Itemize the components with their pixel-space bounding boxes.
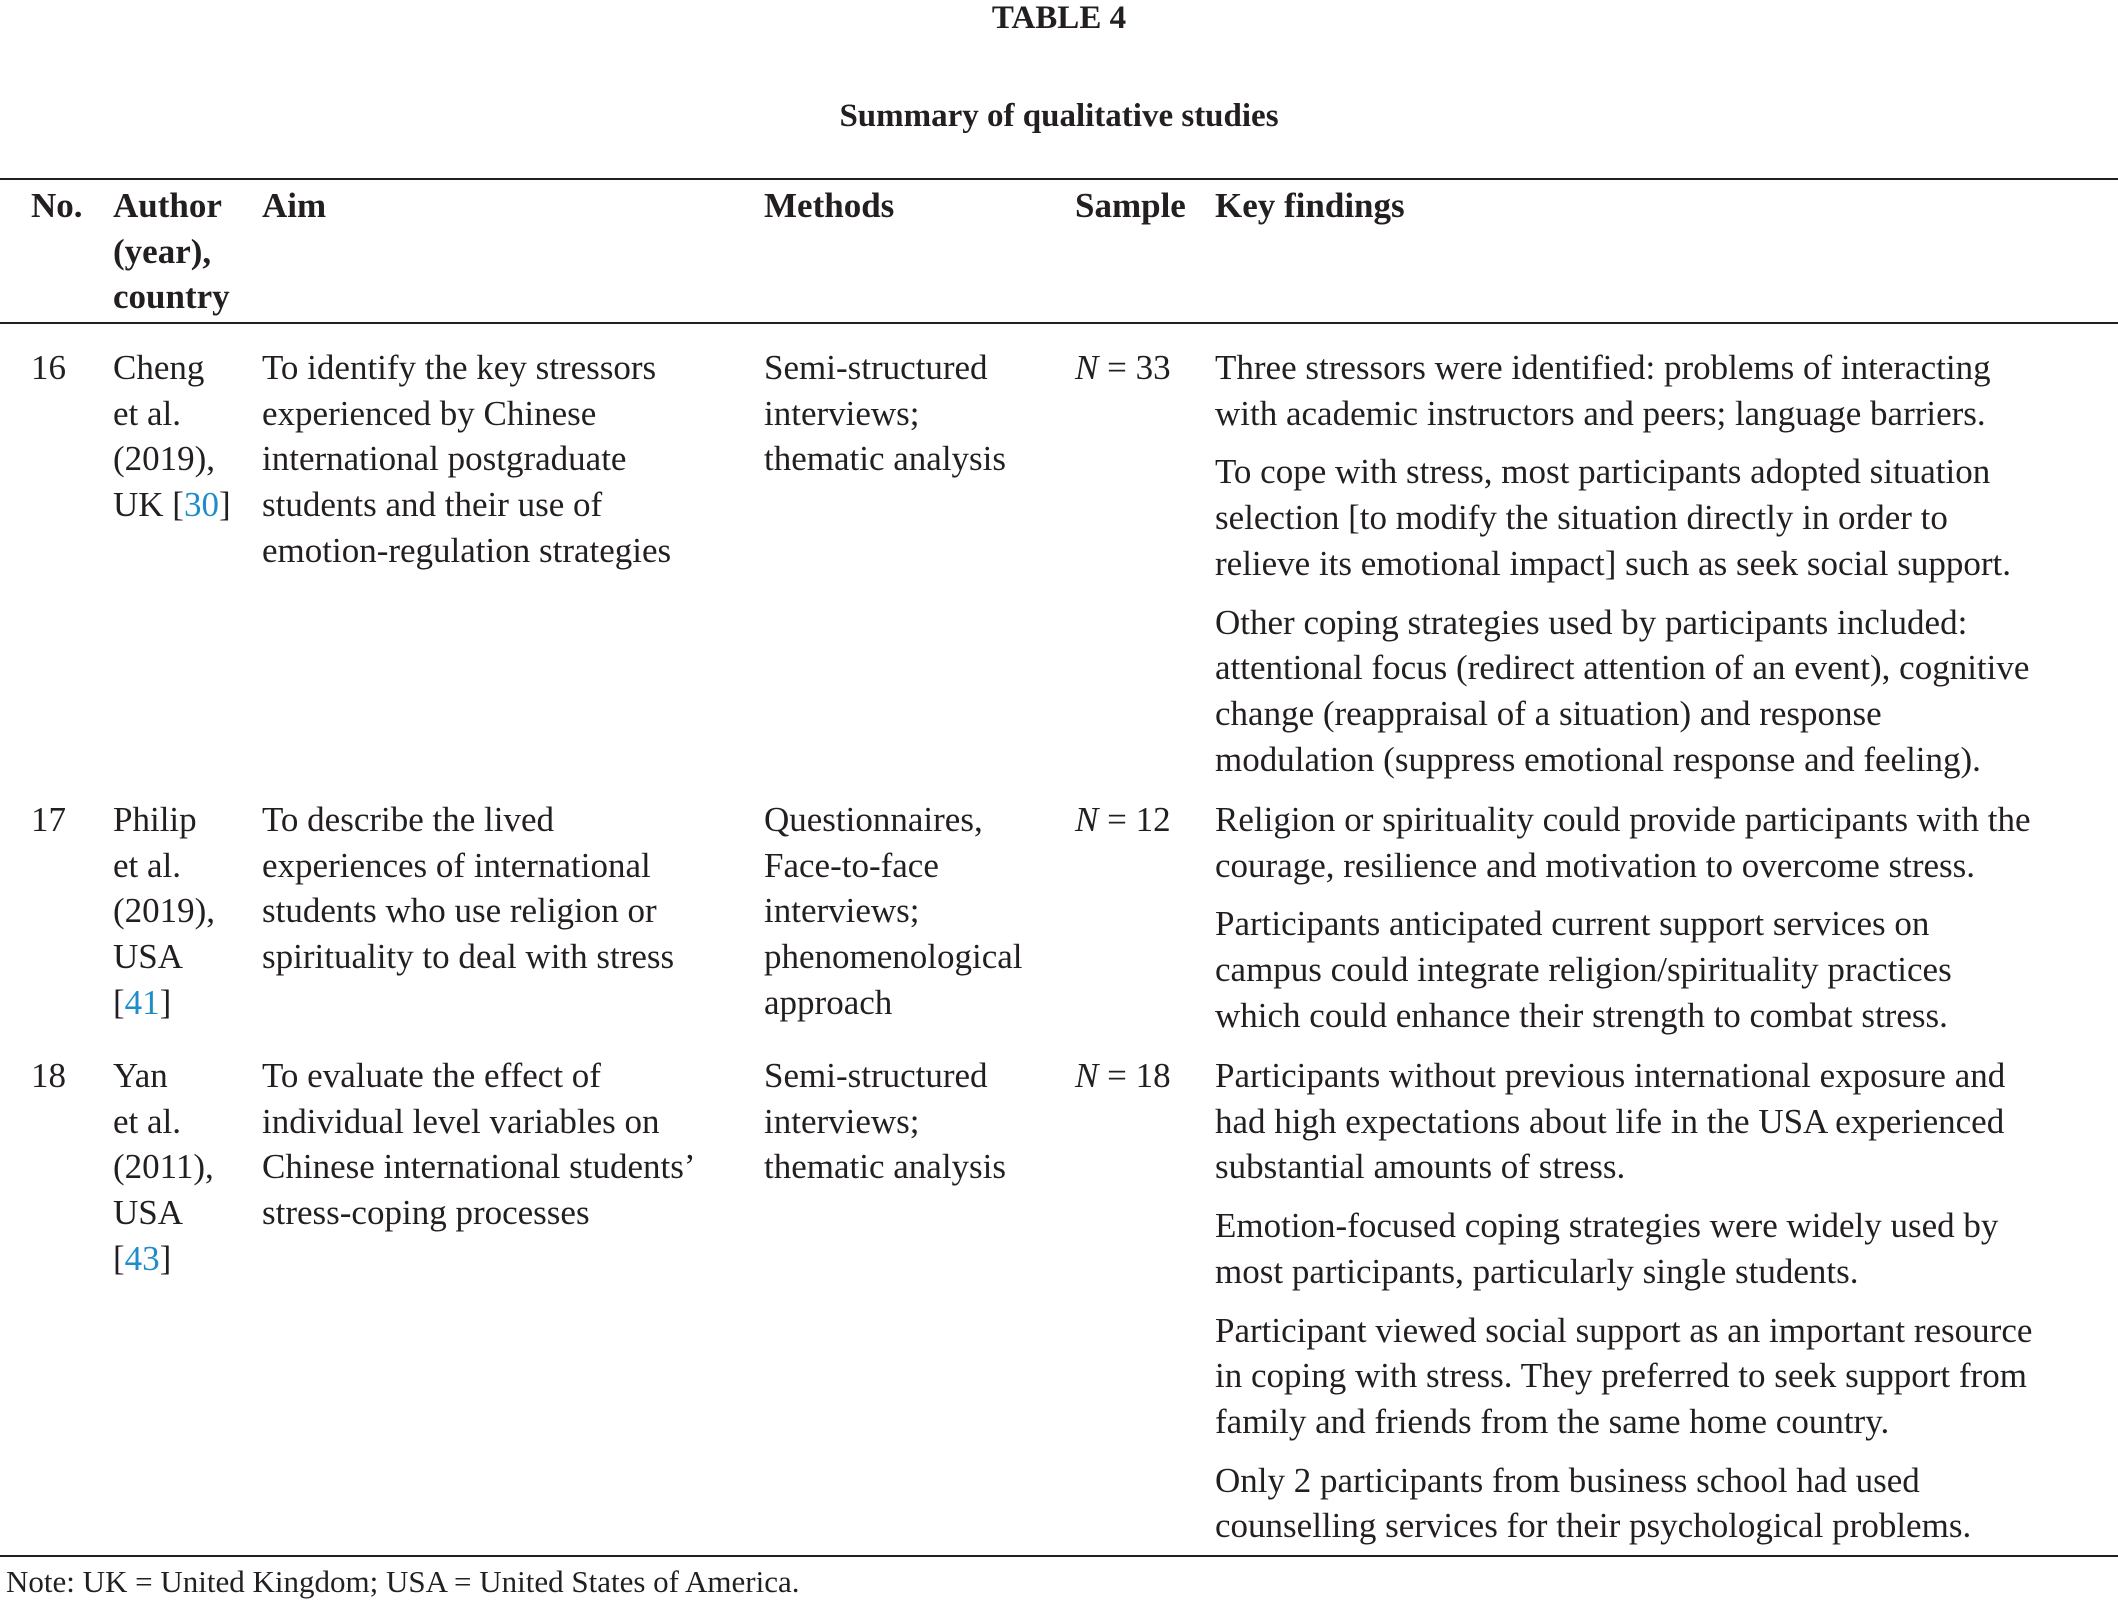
- author-line: [113, 482, 231, 528]
- header-aim: Aim: [262, 186, 327, 225]
- finding-line: family and friends from the same home country.: [1215, 1401, 1890, 1441]
- finding: [1215, 449, 2029, 586]
- row-18-author: [113, 1053, 214, 1282]
- finding-line: change (reappraisal of a situation) and response: [1215, 693, 1882, 733]
- methods-line: Semi-structured: [764, 1056, 988, 1095]
- aim-line: emotion-regulation strategies: [262, 530, 672, 570]
- methods-line: thematic analysis: [764, 1147, 1007, 1187]
- finding-line: Participants without previous international exposure and: [1215, 1056, 2006, 1095]
- row-18-aim: [262, 1053, 696, 1236]
- header-author: [113, 183, 230, 320]
- author-ref-prefix: [: [113, 1238, 125, 1278]
- author-line: Philip: [113, 800, 197, 839]
- author-line: USA: [113, 937, 184, 977]
- aim-line: To identify the key stressors: [262, 348, 657, 387]
- methods-line: thematic analysis: [764, 439, 1007, 479]
- row-17-methods: [764, 797, 1023, 1026]
- row-17-findings: [1215, 797, 2031, 1039]
- bottom-rule: [0, 1555, 2118, 1557]
- aim-line: students who use religion or: [262, 891, 657, 931]
- author-line: et al.: [113, 845, 182, 885]
- methods-line: approach: [764, 982, 893, 1022]
- author-line: et al.: [113, 1101, 182, 1141]
- row-18-findings: [1215, 1053, 2032, 1549]
- reference-link[interactable]: 43: [124, 1238, 160, 1278]
- finding-line: Only 2 participants from business school had used: [1215, 1460, 1920, 1500]
- methods-line: interviews;: [764, 1101, 920, 1141]
- finding: [1215, 1458, 2032, 1549]
- aim-line: To evaluate the effect of: [262, 1056, 601, 1095]
- aim-line: students and their use of: [262, 485, 603, 525]
- finding: [1215, 797, 2031, 888]
- finding-line: attentional focus (redirect attention of an event), cognitive: [1215, 648, 2030, 688]
- row-17-no: 17: [31, 800, 66, 839]
- finding: [1215, 1053, 2032, 1190]
- header-no: No.: [31, 186, 83, 225]
- sample-value: = 33: [1098, 348, 1171, 387]
- finding-line: most participants, particularly single students.: [1215, 1251, 1859, 1291]
- finding-line: with academic instructors and peers; language barriers.: [1215, 393, 1986, 433]
- aim-line: individual level variables on: [262, 1101, 660, 1141]
- sample-value: = 18: [1098, 1056, 1171, 1095]
- author-line: (2011),: [113, 1147, 214, 1187]
- finding-line: campus could integrate religion/spirituality practices: [1215, 950, 1952, 990]
- sample-n: N: [1075, 1056, 1099, 1095]
- header-findings: Key findings: [1215, 186, 1405, 225]
- author-line: [113, 980, 215, 1026]
- finding-line: which could enhance their strength to combat stress.: [1215, 995, 1948, 1035]
- aim-line: experiences of international: [262, 845, 651, 885]
- row-16-no: 16: [31, 348, 66, 387]
- author-line: (2019),: [113, 891, 216, 931]
- finding-line: selection [to modify the situation directly in order to: [1215, 498, 1948, 538]
- author-line: Yan: [113, 1056, 168, 1095]
- top-rule: [0, 178, 2118, 180]
- finding-line: modulation (suppress emotional response and feeling).: [1215, 739, 1981, 779]
- aim-line: experienced by Chinese: [262, 393, 597, 433]
- table-note: Note: UK = United Kingdom; USA = United States of America.: [6, 1564, 800, 1599]
- finding-line: relieve its emotional impact] such as seek social support.: [1215, 543, 2012, 583]
- aim-line: spirituality to deal with stress: [262, 937, 675, 977]
- row-16-methods: [764, 345, 1006, 482]
- finding: [1215, 600, 2029, 783]
- header-author-line: (year),: [113, 231, 212, 271]
- finding: [1215, 1308, 2032, 1445]
- sample-value: = 12: [1098, 800, 1171, 839]
- sample-n: N: [1075, 800, 1099, 839]
- finding-line: courage, resilience and motivation to overcome stress.: [1215, 845, 1976, 885]
- header-rule: [0, 322, 2118, 324]
- author-line: et al.: [113, 393, 182, 433]
- header-methods: Methods: [764, 186, 895, 225]
- row-16-sample: [1075, 345, 1171, 391]
- finding-line: To cope with stress, most participants adopted situation: [1215, 452, 1991, 492]
- author-line: (2019),: [113, 439, 216, 479]
- row-16-findings: [1215, 345, 2029, 782]
- methods-line: Semi-structured: [764, 348, 988, 387]
- author-line: Cheng: [113, 348, 205, 387]
- header-author-line: Author: [113, 186, 222, 225]
- aim-line: Chinese international students’: [262, 1147, 696, 1187]
- methods-line: interviews;: [764, 891, 920, 931]
- header-author-line: country: [113, 277, 230, 317]
- finding-line: Three stressors were identified: problems of interacting: [1215, 348, 1991, 387]
- aim-line: stress-coping processes: [262, 1193, 590, 1233]
- finding-line: Other coping strategies used by participants included:: [1215, 602, 1968, 642]
- author-ref-suffix: ]: [218, 485, 231, 525]
- finding-line: had high expectations about life in the USA experienced: [1215, 1101, 2005, 1141]
- author-ref-suffix: ]: [159, 1238, 172, 1278]
- row-18-methods: [764, 1053, 1006, 1190]
- finding: [1215, 345, 2029, 436]
- row-16-author: [113, 345, 231, 528]
- row-17-aim: [262, 797, 674, 980]
- methods-line: Questionnaires,: [764, 800, 983, 839]
- finding-line: counselling services for their psychological problems.: [1215, 1506, 1972, 1546]
- table-caption: Summary of qualitative studies: [839, 98, 1279, 134]
- reference-link[interactable]: 41: [124, 982, 160, 1022]
- finding-line: Religion or spirituality could provide participants with the: [1215, 800, 2031, 839]
- author-ref-prefix: UK [: [113, 485, 184, 525]
- author-ref-suffix: ]: [159, 982, 172, 1022]
- table-label: TABLE 4: [991, 0, 1127, 36]
- methods-line: Face-to-face: [764, 845, 939, 885]
- reference-link[interactable]: 30: [183, 485, 219, 525]
- methods-line: interviews;: [764, 393, 920, 433]
- row-18-no: 18: [31, 1056, 66, 1095]
- finding-line: Participant viewed social support as an important resource: [1215, 1310, 2033, 1350]
- finding-line: Participants anticipated current support services on: [1215, 904, 1930, 944]
- row-17-author: [113, 797, 215, 1026]
- aim-line: international postgraduate: [262, 439, 627, 479]
- finding: [1215, 1203, 2032, 1294]
- finding-line: in coping with stress. They preferred to seek support from: [1215, 1356, 2027, 1396]
- row-18-sample: [1075, 1053, 1171, 1099]
- row-16-aim: [262, 345, 671, 574]
- methods-line: phenomenological: [764, 937, 1023, 977]
- header-sample: Sample: [1075, 186, 1186, 225]
- finding: [1215, 901, 2031, 1038]
- author-line: USA: [113, 1193, 184, 1233]
- author-ref-prefix: [: [113, 982, 125, 1022]
- aim-line: To describe the lived: [262, 800, 555, 839]
- author-line: [113, 1236, 214, 1282]
- finding-line: Emotion-focused coping strategies were widely used by: [1215, 1206, 1999, 1246]
- sample-n: N: [1075, 348, 1099, 387]
- finding-line: substantial amounts of stress.: [1215, 1147, 1626, 1187]
- row-17-sample: [1075, 797, 1171, 843]
